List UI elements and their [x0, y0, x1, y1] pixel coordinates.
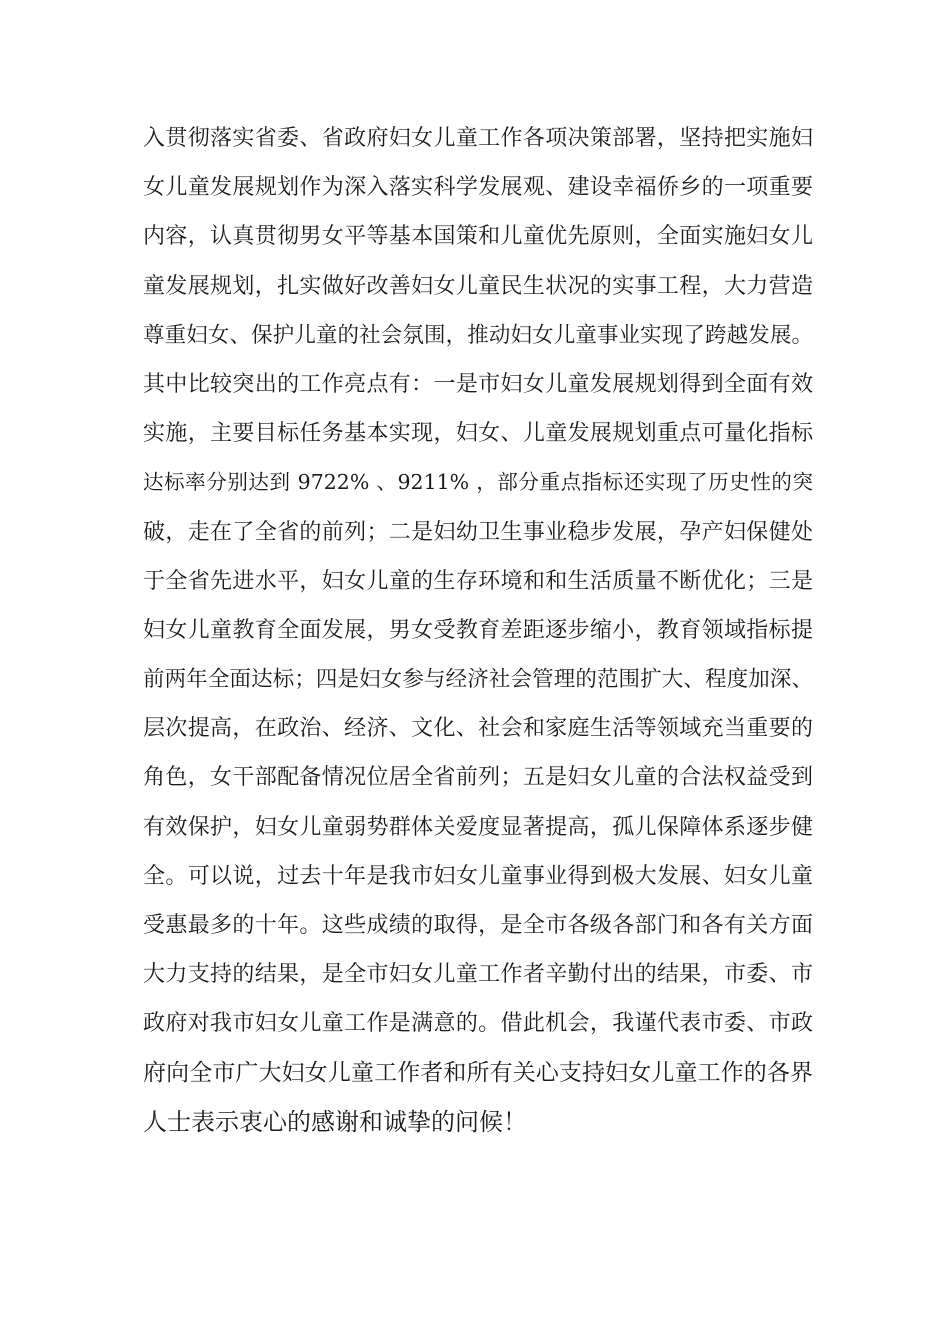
- text-line: 妇女儿童教育全面发展，男女受教育差距逐步缩小，教育领域指标提: [143, 617, 813, 643]
- text-line: 尊重妇女、保护儿童的社会氛围，推动妇女儿童事业实现了跨越发展。: [143, 322, 813, 348]
- text-line: 有效保护，妇女儿童弱势群体关爱度显著提高，孤儿保障体系逐步健: [143, 814, 813, 840]
- text-line: 于全省先进水平，妇女儿童的生存环境和和生活质量不断优化；三是: [143, 568, 813, 594]
- text-line: 大力支持的结果，是全市妇女儿童工作者辛勤付出的结果，市委、市: [143, 962, 813, 988]
- text-line: 府向全市广大妇女儿童工作者和所有关心支持妇女儿童工作的各界: [143, 1059, 813, 1086]
- text-line: 前两年全面达标；四是妇女参与经济社会管理的范围扩大、程度加深、: [143, 667, 813, 693]
- text-line: 全。可以说，过去十年是我市妇女儿童事业得到极大发展、妇女儿童: [143, 863, 813, 889]
- text-line: 达标率分别达到 9722% 、9211% ，部分重点指标还实现了历史性的突: [143, 470, 813, 495]
- body-text: [143, 114, 813, 1147]
- text-line: 政府对我市妇女儿童工作是满意的。借此机会，我谨代表市委、市政: [143, 1011, 813, 1037]
- text-line: 层次提高，在政治、经济、文化、社会和家庭生活等领域充当重要的: [143, 716, 813, 742]
- text-line: 实施，主要目标任务基本实现，妇女、儿童发展规划重点可量化指标: [143, 421, 813, 447]
- text-line: 受惠最多的十年。这些成绩的取得，是全市各级各部门和各有关方面: [143, 913, 813, 938]
- text-line: 童发展规划，扎实做好改善妇女儿童民生状况的实事工程，大力营造: [143, 273, 813, 299]
- text-line: 内容，认真贯彻男女平等基本国策和儿童优先原则，全面实施妇女儿: [143, 224, 813, 250]
- text-line: 其中比较突出的工作亮点有：一是市妇女儿童发展规划得到全面有效: [143, 371, 813, 397]
- text-line: 人士表示衷心的感谢和诚挚的问候！: [143, 1107, 527, 1136]
- text-line: 破，走在了全省的前列；二是妇幼卫生事业稳步发展，孕产妇保健处: [143, 519, 813, 545]
- text-line: 女儿童发展规划作为深入落实科学发展观、建设幸福侨乡的一项重要: [143, 175, 813, 201]
- text-line: 入贯彻落实省委、省政府妇女儿童工作各项决策部署，坚持把实施妇: [143, 126, 813, 151]
- text-line: 角色，女干部配备情况位居全省前列；五是妇女儿童的合法权益受到: [143, 765, 813, 791]
